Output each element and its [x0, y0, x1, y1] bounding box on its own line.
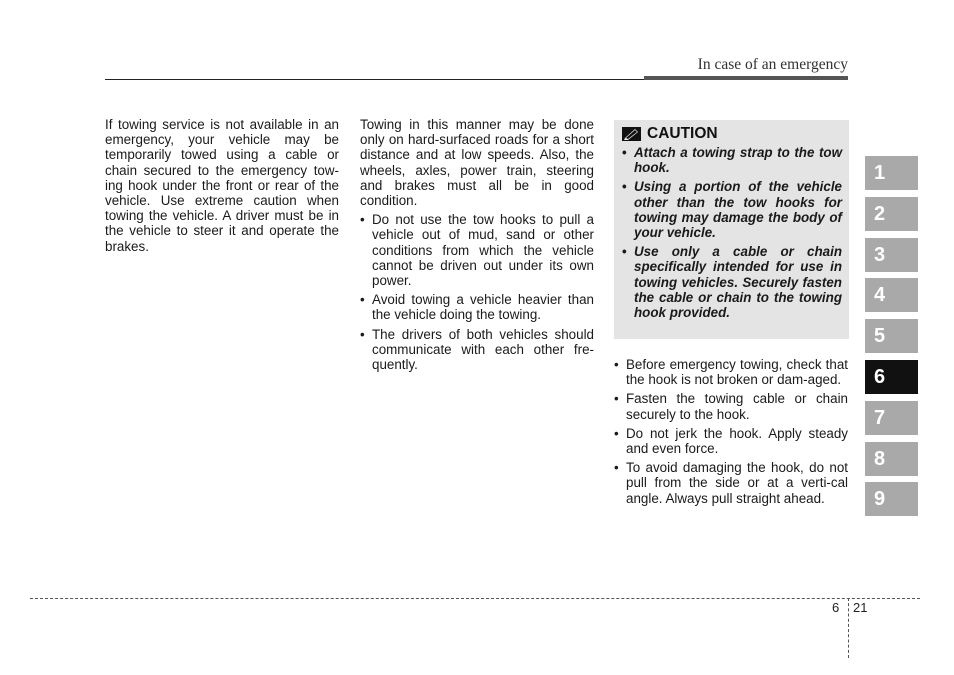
towing-conditions-paragraph: Towing in this manner may be done only on hard-surfaced roads for a short distance and at low speeds. Also, the wheels, axles, power train, steering and brakes must all be in good condition.	[360, 117, 594, 209]
caution-list	[622, 145, 842, 320]
footer-page-divider	[848, 598, 849, 658]
page-number: 21	[853, 600, 868, 615]
list-item: • Fasten the towing cable or chain securely to the hook.	[614, 391, 848, 421]
chapter-tab-9[interactable]: 9	[865, 482, 918, 516]
page-header-title: In case of an emergency	[697, 56, 848, 73]
towing-tips-list	[360, 212, 594, 372]
column-1	[105, 117, 339, 254]
header-rule-accent	[644, 76, 848, 80]
caution-pencil-icon	[622, 127, 641, 141]
chapter-tabs	[865, 156, 918, 523]
column-3	[614, 357, 848, 510]
caution-box	[614, 120, 849, 339]
chapter-tab-8[interactable]: 8	[865, 442, 918, 476]
column-2	[360, 117, 594, 376]
chapter-tab-7[interactable]: 7	[865, 401, 918, 435]
list-item: • Before emergency towing, check that the hook is not broken or dam-aged.	[614, 357, 848, 387]
list-item: • Avoid towing a vehicle heavier than the vehicle doing the towing.	[360, 292, 594, 322]
chapter-tab-2[interactable]: 2	[865, 197, 918, 231]
caution-header	[622, 125, 842, 143]
chapter-tab-6[interactable]: 6	[865, 360, 918, 394]
chapter-tab-1[interactable]: 1	[865, 156, 918, 190]
intro-paragraph: If towing service is not available in an emergency, your vehicle may be temporarily towed using a cable or chain secured to the emergency tow-ing hook under the front or rear of the vehicle. Use extreme caution when towing the vehicle. A driver must be in the vehicle to steer it and operate the brakes.	[105, 117, 339, 254]
chapter-tab-3[interactable]: 3	[865, 238, 918, 272]
page-chapter-number: 6	[832, 600, 840, 615]
list-item: • To avoid damaging the hook, do not pull from the side or at a verti-cal angle. Always pull straight ahead.	[614, 460, 848, 506]
list-item: • Do not use the tow hooks to pull a vehicle out of mud, sand or other conditions from which the vehicle cannot be driven out under its own power.	[360, 212, 594, 288]
list-item: • The drivers of both vehicles should communicate with each other fre-quently.	[360, 327, 594, 373]
caution-item: • Use only a cable or chain specifically intended for use in towing vehicles. Securely fasten the cable or chain to the towing hook provided.	[622, 244, 842, 320]
hook-tips-list	[614, 357, 848, 506]
caution-title: CAUTION	[647, 125, 718, 142]
footer-divider	[30, 598, 920, 599]
chapter-tab-5[interactable]: 5	[865, 319, 918, 353]
chapter-tab-4[interactable]: 4	[865, 278, 918, 312]
caution-item: • Using a portion of the vehicle other than the tow hooks for towing may damage the body of your vehicle.	[622, 179, 842, 240]
caution-item: • Attach a towing strap to the tow hook.	[622, 145, 842, 175]
list-item: • Do not jerk the hook. Apply steady and even force.	[614, 426, 848, 456]
